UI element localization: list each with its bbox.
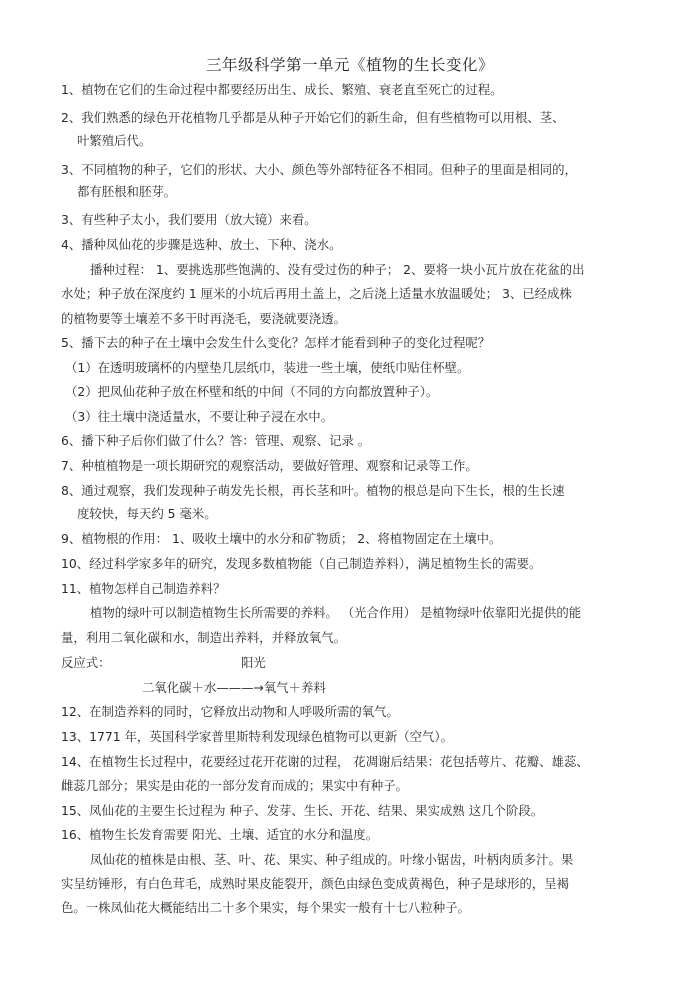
text-line: （2）把凤仙花种子放在杯壁和纸的中间（不同的方向都放置种子）。 <box>65 384 439 399</box>
text-line: （1）在透明玻璃杯的内壁垫几层纸巾，装进一些土壤，使纸巾贴住杯壁。 <box>65 360 470 375</box>
text-line: 4、播种凤仙花的步骤是选种、放土、下种、浇水。 <box>61 237 342 252</box>
text-line: 3、不同植物的种子，它们的形状、大小、颜色等外部特征各不相同。但种子的里面是相同的， <box>61 162 577 177</box>
text-line: 的植物要等土壤差不多干时再浇毛，要浇就要浇透。 <box>61 311 346 326</box>
text-line: 5、播下去的种子在土壤中会发生什么变化？怎样才能看到种子的变化过程呢？ <box>61 335 491 350</box>
text-line: 色。一株凤仙花大概能结出二十多个果实，每个果实一般有十七八粒种子。 <box>61 900 470 915</box>
text-line: 14、在植物生长过程中，花要经过花开花谢的过程， 花凋谢后结果：花包括萼片、花瓣、雄蕊、 <box>61 754 589 769</box>
text-line: 2、我们熟悉的绿色开花植物几乎都是从种子开始它们的新生命，但有些植物可以用根、茎、 <box>61 110 565 125</box>
text-line: 反应式： <box>61 655 111 670</box>
text-line: 水处；种子放在深度约 1 厘米的小坑后再用土盖上，之后浇上适量水放温暖处； 3、已经成株 <box>61 286 572 301</box>
text-line: 1、植物在它们的生命过程中都要经历出生、成长、繁殖、衰老直至死亡的过程。 <box>61 82 503 97</box>
text-line: 都有胚根和胚芽。 <box>77 184 177 199</box>
text-line: 凤仙花的植株是由根、茎、叶、花、果实、种子组成的。叶缘小锯齿，叶柄肉质多汁。果 <box>90 852 574 867</box>
document-title: 三年级科学第一单元《植物的生长变化》 <box>205 56 494 74</box>
text-line: 10、经过科学家多年的研究，发现多数植物能（自己制造养料），满足植物生长的需要。 <box>61 556 542 571</box>
text-line: 播种过程： 1、要挑选那些饱满的、没有受过伤的种子； 2、要将一块小瓦片放在花盆的出 <box>90 262 585 277</box>
reaction-equation: 二氧化碳＋水———→氧气＋养料 <box>142 680 326 695</box>
text-line: 11、植物怎样自己制造养料？ <box>61 581 226 596</box>
text-line: 量，利用二氧化碳和水，制造出养料，并释放氧气。 <box>61 630 346 645</box>
text-line: 3、有些种子太小，我们要用（放大镜）来看。 <box>61 212 317 227</box>
text-line: 16、植物生长发育需要 阳光、土壤、适宜的水分和温度。 <box>61 827 379 842</box>
text-line: 8、通过观察，我们发现种子萌发先长根，再长茎和叶。植物的根总是向下生长，根的生长速 <box>61 483 565 498</box>
text-line: 6、播下种子后你们做了什么？答：管理、观察、记录 。 <box>61 433 371 448</box>
text-line: 植物的绿叶可以制造植物生长所需要的养料。 （光合作用） 是植物绿叶依靠阳光提供的能 <box>90 605 582 620</box>
text-line: 9、植物根的作用： 1、吸收土壤中的水分和矿物质； 2、将植物固定在土壤中。 <box>61 531 502 546</box>
text-line: 实呈纺锤形，有白色茸毛，成熟时果皮能裂开，颜色由绿色变成黄褐色，种子是球形的，呈褐 <box>61 876 570 891</box>
text-line: 叶繁殖后代。 <box>77 133 152 148</box>
text-line: 度较快，每天约 5 毫米。 <box>77 506 217 521</box>
text-line: 15、凤仙花的主要生长过程为 种子、发芽、生长、开花、结果、果实成熟 这几个阶段。 <box>61 803 544 818</box>
text-line: 雌蕊几部分；果实是由花的一部分发育而成的；果实中有种子。 <box>61 778 408 793</box>
text-line: 12、在制造养料的同时，它释放出动物和人呼吸所需的氧气。 <box>61 704 399 719</box>
text-line: （3）往土壤中浇适量水，不要让种子浸在水中。 <box>65 409 334 424</box>
text-line: 13、1771 年，英国科学家普里斯特利发现绿色植物可以更新（空气）。 <box>61 729 453 744</box>
text-line: 7、种植植物是一项长期研究的观察活动，要做好管理、观察和记录等工作。 <box>61 458 478 473</box>
reaction-condition: 阳光 <box>241 655 266 670</box>
